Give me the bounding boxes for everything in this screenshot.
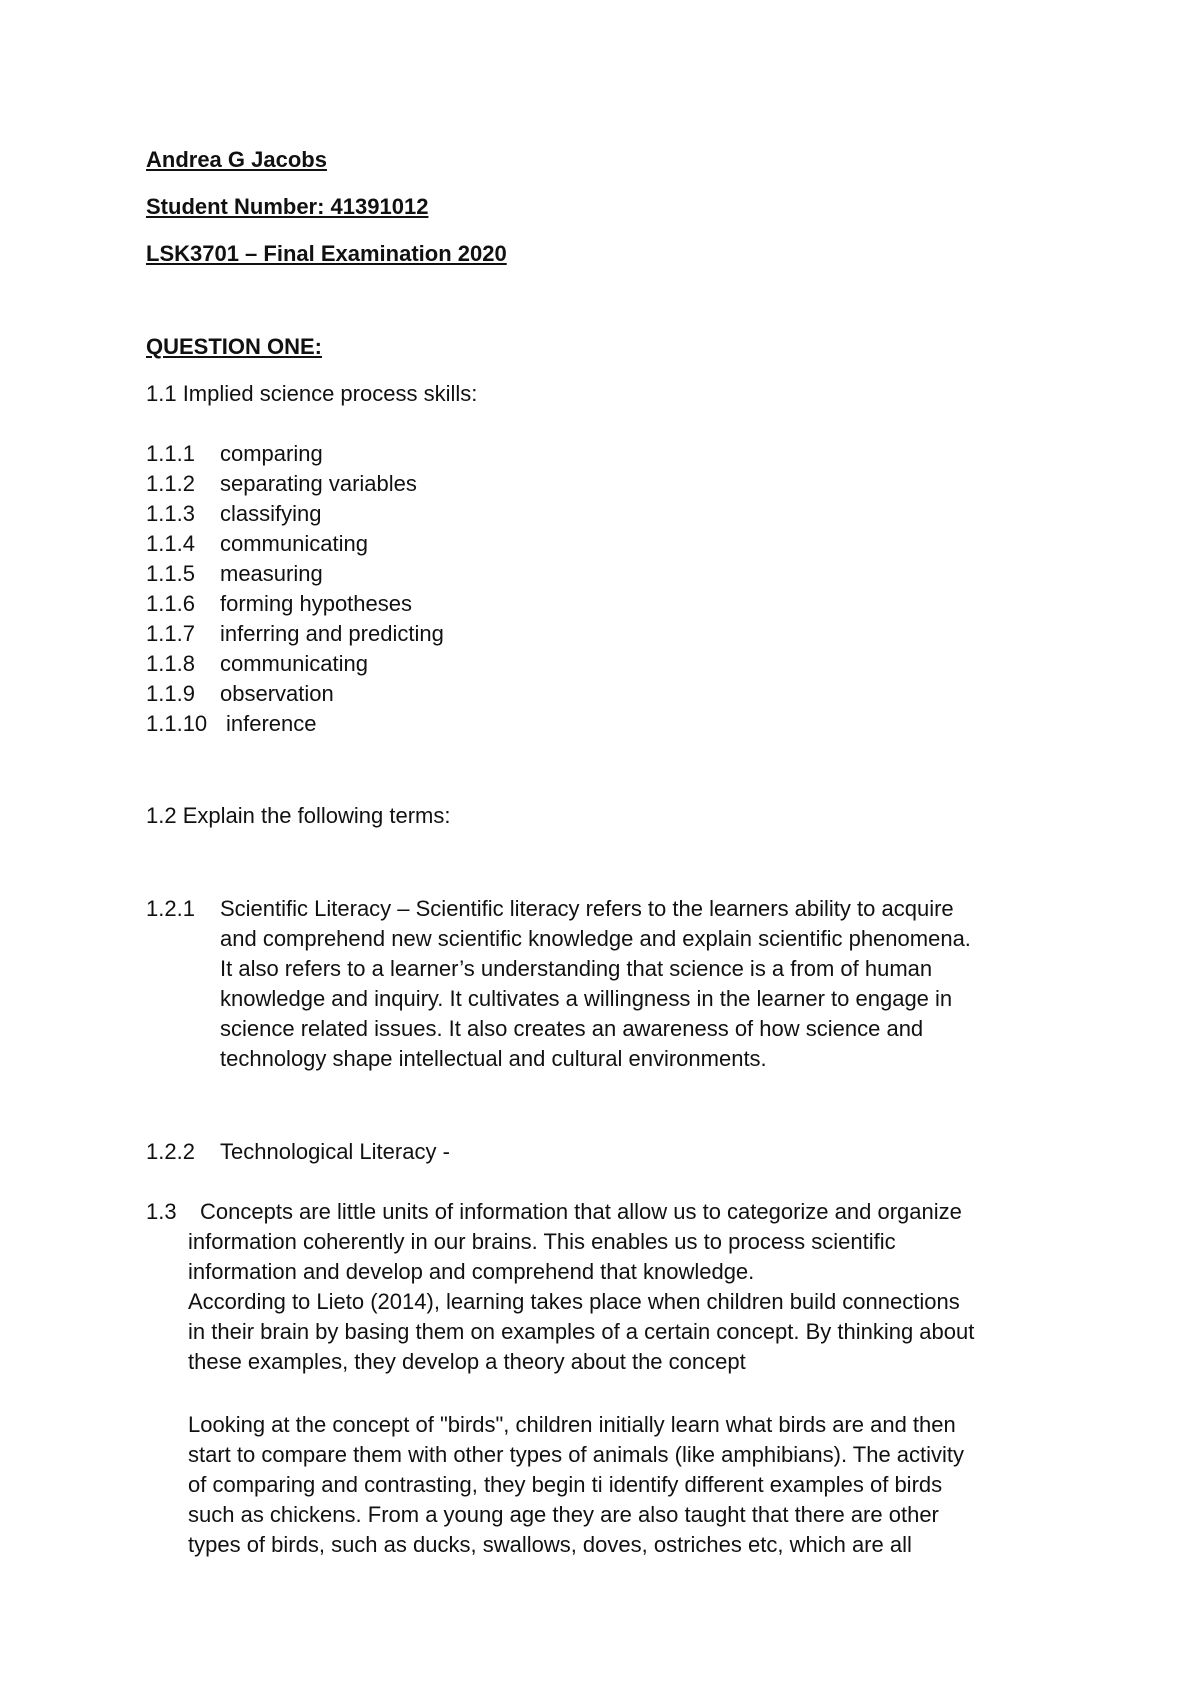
list-item <box>146 651 368 681</box>
list-item-number: 1.1.10 <box>146 711 208 736</box>
list-item-number: 1.1.9 <box>146 681 195 706</box>
q1-2-1-line: science related issues. It also creates an awareness of how science and <box>220 1016 924 1041</box>
q1-3-para2-line: such as chickens. From a young age they are also taught that there are other <box>188 1502 939 1527</box>
list-item <box>146 531 368 561</box>
q1-2-2-text: Technological Literacy - <box>220 1139 450 1164</box>
list-item <box>146 441 323 471</box>
list-item-text: observation <box>220 681 334 706</box>
list-item-text: inference <box>226 711 317 736</box>
list-item-number: 1.1.2 <box>146 471 195 496</box>
q1-3-line: According to Lieto (2014), learning takes place when children build connections <box>188 1289 960 1314</box>
list-item <box>146 501 321 531</box>
q1-3-para2-line: of comparing and contrasting, they begin ti identify different examples of birds <box>188 1472 943 1497</box>
student-number: Student Number: 41391012 <box>146 194 429 219</box>
list-item-number: 1.1.1 <box>146 441 195 466</box>
list-item-number: 1.1.5 <box>146 561 195 586</box>
list-item-number: 1.1.7 <box>146 621 195 646</box>
q1-2-1-line: technology shape intellectual and cultural environments. <box>220 1046 767 1071</box>
list-item <box>146 591 412 621</box>
list-item-number: 1.1.6 <box>146 591 195 616</box>
list-item-text: classifying <box>220 501 322 526</box>
list-item-text: separating variables <box>220 471 417 496</box>
q1-2-1-line: It also refers to a learner’s understanding that science is a from of human <box>220 956 933 981</box>
list-item-number: 1.1.4 <box>146 531 195 556</box>
list-item-text: measuring <box>220 561 323 586</box>
list-item <box>146 561 323 591</box>
list-item <box>146 711 317 741</box>
list-item-text: inferring and predicting <box>220 621 444 646</box>
question-one-heading: QUESTION ONE: <box>146 334 323 359</box>
list-item-number: 1.1.8 <box>146 651 195 676</box>
exam-title: LSK3701 – Final Examination 2020 <box>146 241 507 266</box>
list-item-text: comparing <box>220 441 323 466</box>
q1-3-line: these examples, they develop a theory about the concept <box>188 1349 746 1374</box>
q1-2-1-number: 1.2.1 <box>146 896 195 921</box>
q1-3-para2-line: types of birds, such as ducks, swallows, doves, ostriches etc, which are all <box>188 1532 912 1557</box>
list-item-text: communicating <box>220 531 368 556</box>
list-item <box>146 621 444 651</box>
q1-3-line: information and develop and comprehend that knowledge. <box>188 1259 755 1284</box>
q1-1-intro: 1.1 Implied science process skills: <box>146 381 478 406</box>
q1-3-first-line: Concepts are little units of information that allow us to categorize and organize <box>200 1199 962 1224</box>
q1-3-para2-line: Looking at the concept of "birds", children initially learn what birds are and then <box>188 1412 956 1437</box>
q1-2-1-line: Scientific Literacy – Scientific literacy refers to the learners ability to acquire <box>220 896 954 921</box>
q1-2-1-line: and comprehend new scientific knowledge and explain scientific phenomena. <box>220 926 971 951</box>
list-item-number: 1.1.3 <box>146 501 195 526</box>
q1-2-2-number: 1.2.2 <box>146 1139 195 1164</box>
q1-3-para2-line: start to compare them with other types of animals (like amphibians). The activity <box>188 1442 965 1467</box>
q1-3-line: in their brain by basing them on examples of a certain concept. By thinking about <box>188 1319 975 1344</box>
q1-2-1-line: knowledge and inquiry. It cultivates a willingness in the learner to engage in <box>220 986 953 1011</box>
list-item <box>146 681 334 711</box>
q1-2-intro: 1.2 Explain the following terms: <box>146 803 451 828</box>
list-item-text: forming hypotheses <box>220 591 412 616</box>
list-item-text: communicating <box>220 651 368 676</box>
list-item <box>146 471 417 501</box>
q1-3-line: information coherently in our brains. This enables us to process scientific <box>188 1229 896 1254</box>
author-name: Andrea G Jacobs <box>146 147 327 172</box>
q1-3-number: 1.3 <box>146 1199 177 1224</box>
